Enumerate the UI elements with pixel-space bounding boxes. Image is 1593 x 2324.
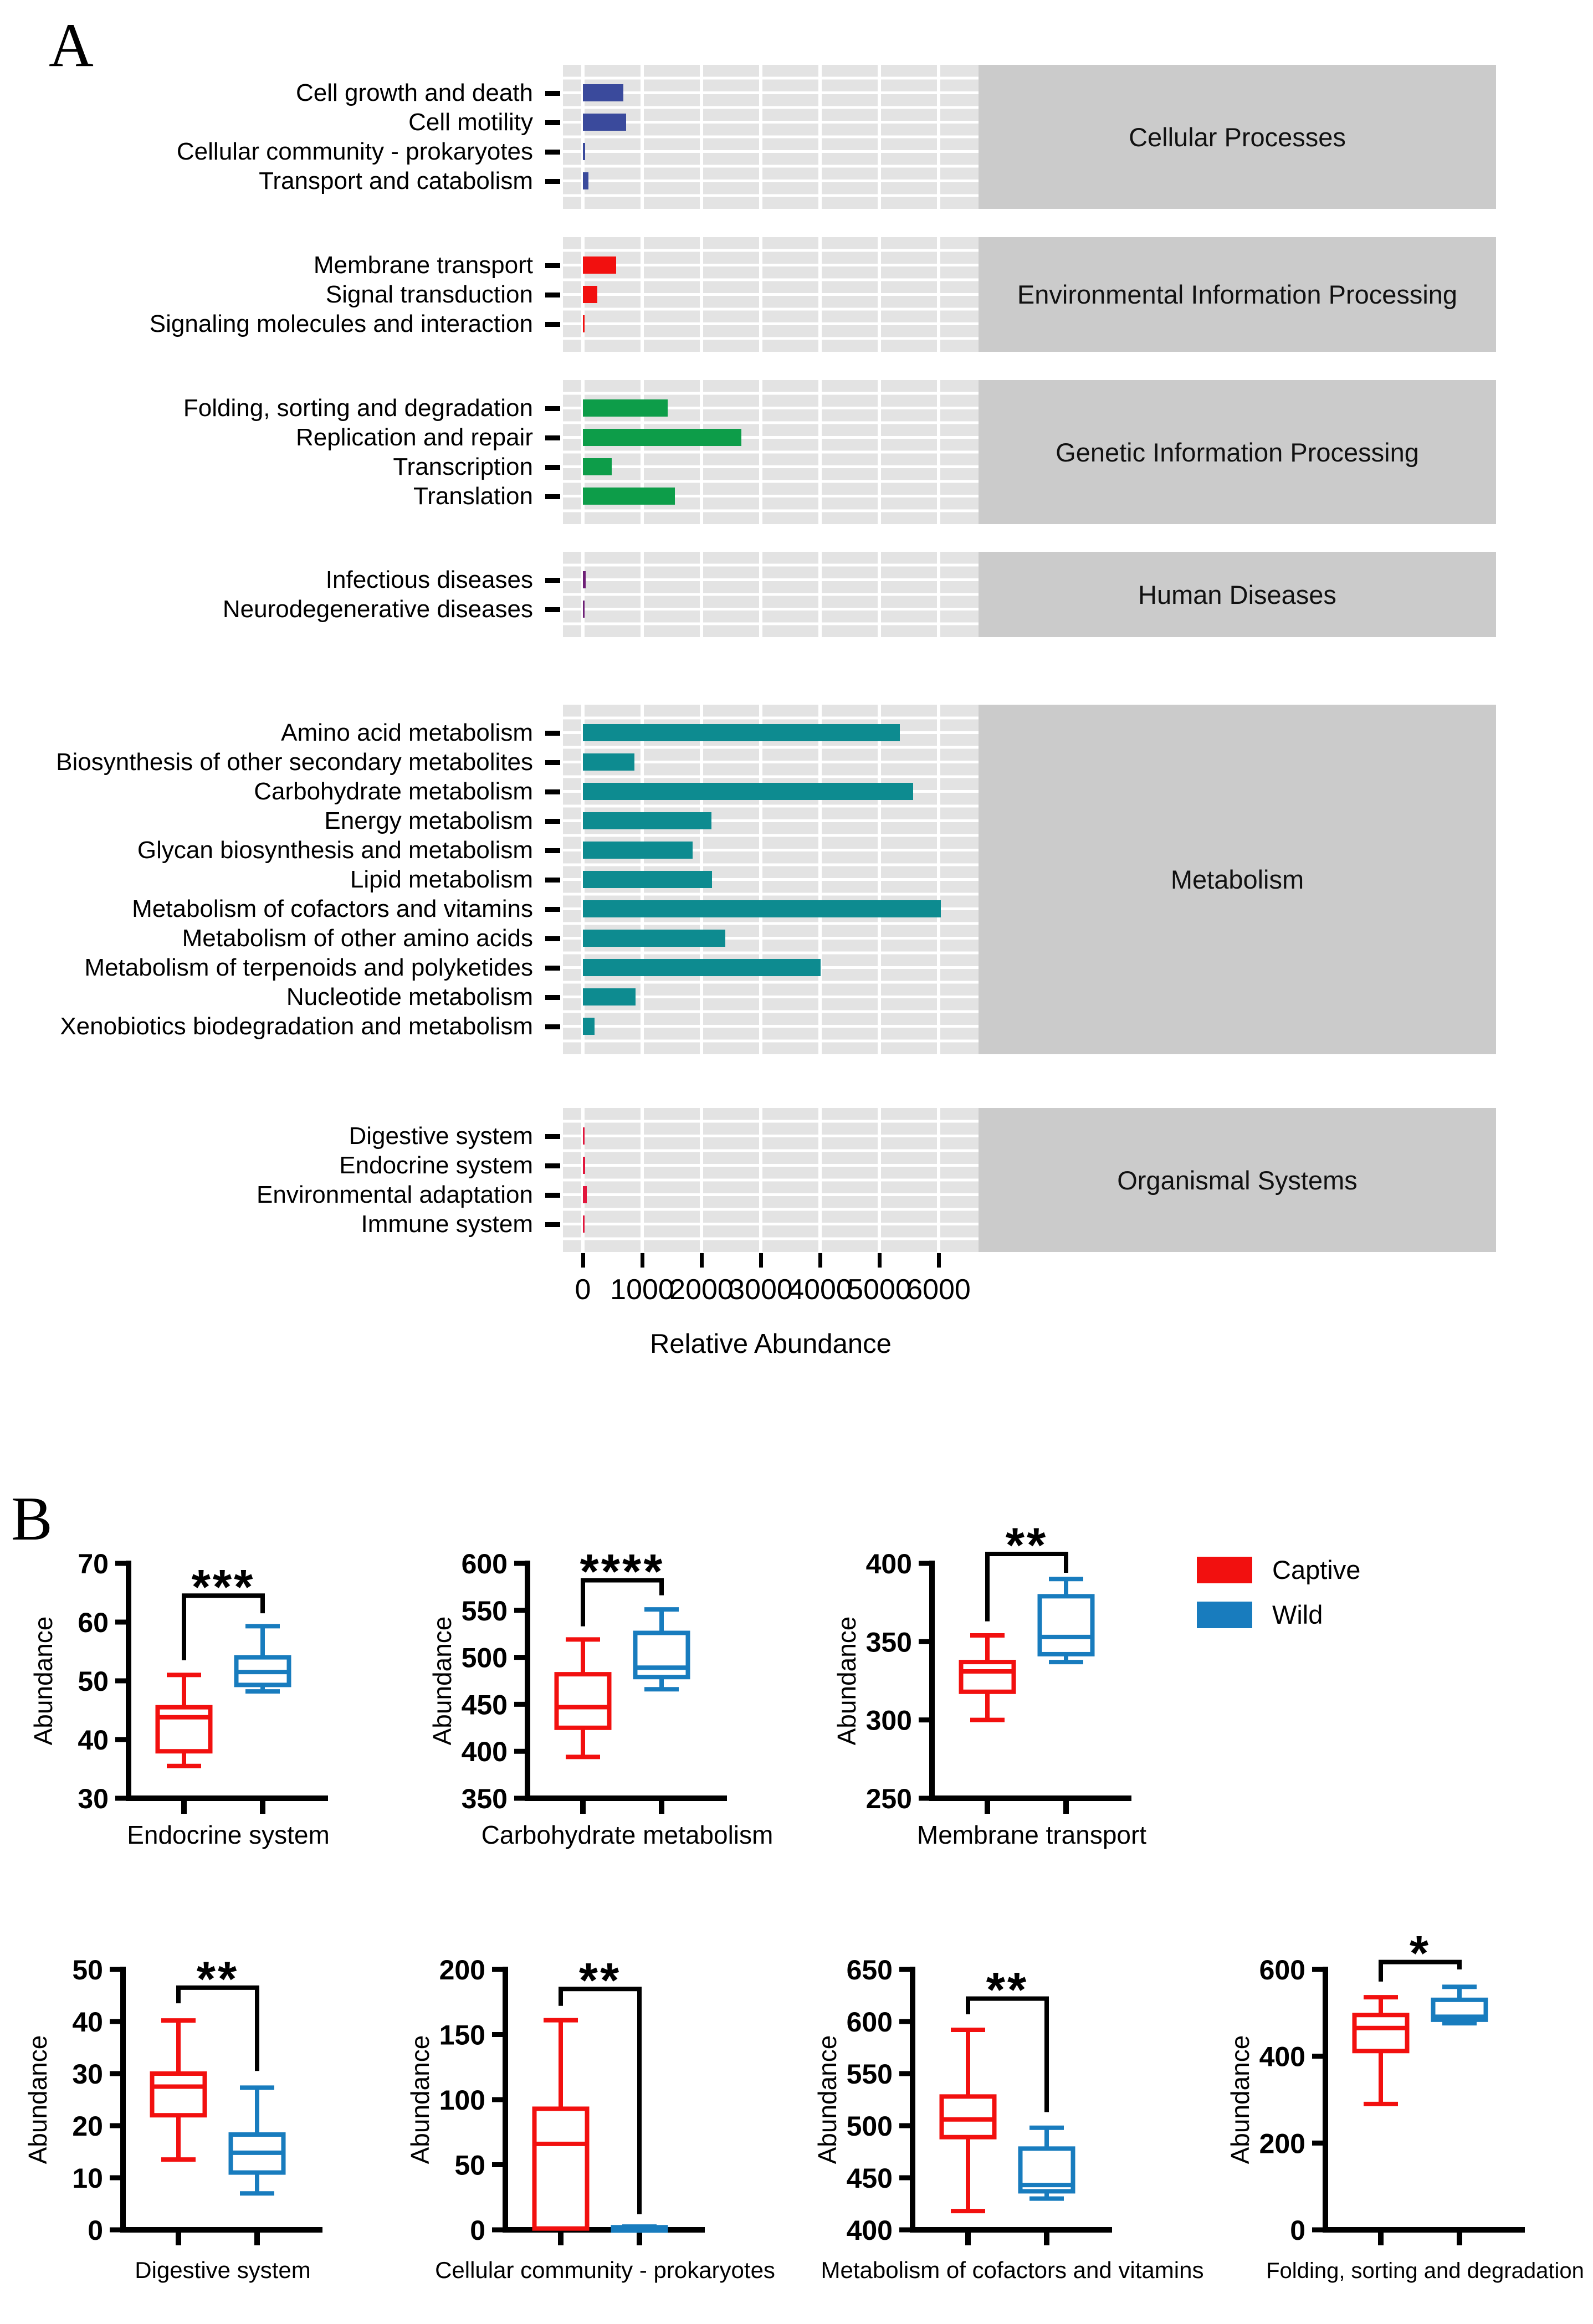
boxplot-carbohydrate-metabolism [421, 1523, 776, 1878]
row-label: Metabolism of other amino acids [182, 925, 533, 952]
box-wild [1021, 2128, 1073, 2199]
boxplot-membrane-transport [826, 1517, 1180, 1878]
iqr-box [961, 1662, 1014, 1692]
y-tick-label: 350 [865, 1627, 912, 1658]
y-tick-label: 400 [461, 1736, 508, 1768]
boxplot-digestive-system [17, 1922, 377, 2310]
y-tick-label: 400 [1259, 2041, 1305, 2072]
y-axis-title: Abundance [406, 2035, 434, 2164]
category-label: Cellular Processes [1129, 122, 1346, 152]
boxplot-svg [399, 1922, 775, 2310]
x-axis-tick-label: 3000 [729, 1274, 793, 1306]
iqr-box [1040, 1596, 1093, 1654]
row-label: Folding, sorting and degradation [183, 394, 533, 422]
box-wild [613, 2226, 666, 2230]
iqr-box [535, 2108, 587, 2228]
box-captive [1355, 1997, 1407, 2104]
chart-title: Metabolism of cofactors and vitamins [821, 2257, 1204, 2283]
y-tick-label: 50 [454, 2149, 485, 2181]
y-tick-label: 40 [78, 1725, 109, 1756]
chart-title: Endocrine system [127, 1820, 330, 1849]
row-label: Infectious diseases [325, 566, 533, 593]
row-label: Biosynthesis of other secondary metabolites [56, 748, 533, 776]
iqr-box [158, 1707, 211, 1752]
y-tick-label: 100 [439, 2085, 485, 2116]
chart-title: Cellular community - prokaryotes [435, 2257, 775, 2283]
y-tick-label: 200 [439, 1954, 485, 1986]
y-tick-label: 10 [72, 2163, 103, 2194]
box-wild [237, 1626, 289, 1691]
category-label: Environmental Information Processing [1017, 280, 1458, 309]
chart-title: Carbohydrate metabolism [481, 1820, 774, 1849]
row-label: Signaling molecules and interaction [149, 310, 533, 337]
category-label: Genetic Information Processing [1056, 437, 1419, 467]
y-axis-title: Abundance [1226, 2035, 1254, 2164]
y-tick-label: 550 [846, 2059, 893, 2090]
y-tick-label: 30 [72, 2059, 103, 2090]
row-label: Digestive system [349, 1122, 533, 1150]
boxplot-svg [806, 1922, 1204, 2310]
legend-item-wild [1197, 1599, 1360, 1630]
row-label: Energy metabolism [324, 807, 533, 834]
y-tick-label: 40 [72, 2007, 103, 2038]
y-tick-label: 600 [846, 2007, 893, 2038]
row-label: Neurodegenerative diseases [222, 596, 533, 623]
y-axis-title: Abundance [428, 1616, 457, 1746]
box-wild [231, 2087, 284, 2193]
y-tick-label: 450 [461, 1689, 508, 1721]
y-tick-label: 300 [865, 1705, 912, 1736]
iqr-box [1355, 2015, 1407, 2051]
box-wild [1433, 1987, 1486, 2023]
x-axis-tick-label: 0 [575, 1274, 591, 1306]
row-label: Environmental adaptation [257, 1181, 533, 1208]
sig-stars: ** [986, 1962, 1029, 2017]
row-label: Lipid metabolism [350, 866, 533, 893]
legend-item-captive [1197, 1555, 1360, 1585]
y-tick-label: 70 [78, 1548, 109, 1579]
boxplot-endocrine-system [22, 1523, 377, 1878]
boxplot-svg [826, 1517, 1180, 1878]
y-tick-label: 550 [461, 1595, 508, 1627]
row-label: Translation [413, 483, 533, 510]
y-tick-label: 200 [1259, 2128, 1305, 2159]
boxplot-svg [22, 1523, 377, 1878]
row-label: Carbohydrate metabolism [254, 778, 533, 805]
y-tick-label: 20 [72, 2111, 103, 2142]
row-label: Signal transduction [325, 281, 533, 308]
y-tick-label: 30 [78, 1783, 109, 1814]
sig-stars: ** [578, 1952, 622, 2008]
iqr-box [152, 2074, 205, 2115]
boxplot-svg [17, 1922, 377, 2310]
box-captive [158, 1675, 211, 1766]
y-tick-label: 50 [78, 1666, 109, 1697]
sig-stars: ** [1005, 1517, 1048, 1573]
category-label: Human Diseases [1138, 579, 1336, 609]
row-label: Endocrine system [339, 1152, 533, 1179]
y-tick-label: 450 [846, 2163, 893, 2194]
boxplot-svg [421, 1523, 776, 1878]
y-tick-label: 0 [470, 2215, 485, 2246]
x-axis-tick-label: 2000 [669, 1274, 734, 1306]
category-label: Metabolism [1170, 865, 1304, 894]
y-tick-label: 400 [846, 2215, 893, 2246]
x-axis-tick-label: 6000 [906, 1274, 971, 1306]
box-captive [152, 2020, 205, 2159]
row-label: Transcription [393, 453, 533, 480]
row-label: Amino acid metabolism [281, 719, 533, 746]
box-captive [535, 2020, 587, 2229]
y-tick-label: 350 [461, 1783, 508, 1814]
y-tick-label: 500 [846, 2111, 893, 2142]
y-tick-label: 0 [1290, 2215, 1305, 2246]
x-axis-tick-label: 1000 [610, 1274, 674, 1306]
row-label: Cell growth and death [295, 79, 533, 106]
sig-stars: *** [191, 1559, 255, 1614]
sig-stars: **** [580, 1543, 665, 1599]
boxplot-cellular-community-prokaryotes [399, 1922, 775, 2310]
y-axis-title: Abundance [813, 2035, 842, 2164]
wild-color-swatch [1197, 1602, 1252, 1628]
boxplot-svg [1219, 1922, 1584, 2310]
y-tick-label: 0 [88, 2215, 103, 2246]
chart-title: Digestive system [135, 2257, 311, 2283]
y-axis-title: Abundance [29, 1616, 58, 1746]
box-wild [1040, 1579, 1093, 1662]
y-tick-label: 650 [846, 1954, 893, 1986]
row-label: Glycan biosynthesis and metabolism [137, 837, 533, 864]
box-captive [557, 1639, 609, 1757]
captive-color-swatch [1197, 1557, 1252, 1583]
row-label: Xenobiotics biodegradation and metabolism [60, 1013, 533, 1040]
y-tick-label: 60 [78, 1607, 109, 1638]
row-label: Membrane transport [313, 252, 533, 279]
iqr-box [636, 1633, 688, 1677]
sig-stars: ** [196, 1951, 239, 2006]
row-label: Cell motility [408, 109, 533, 136]
boxplot-folding-sorting-and-degradation [1219, 1922, 1584, 2310]
row-label: Nucleotide metabolism [286, 983, 533, 1010]
row-label: Replication and repair [295, 424, 533, 451]
row-label: Immune system [361, 1210, 533, 1238]
sig-stars: * [1409, 1925, 1431, 1981]
iqr-box [942, 2096, 995, 2137]
row-label: Metabolism of terpenoids and polyketides [84, 954, 533, 981]
x-axis-tick-label: 5000 [847, 1274, 911, 1306]
y-axis-title: Abundance [832, 1616, 861, 1746]
boxplot-metabolism-of-cofactors-and-vitamins [806, 1922, 1204, 2310]
legend-label-wild: Wild [1272, 1600, 1323, 1629]
chart-title: Membrane transport [916, 1820, 1147, 1849]
y-tick-label: 400 [865, 1548, 912, 1579]
y-tick-label: 600 [1259, 1954, 1305, 1986]
row-label: Transport and catabolism [259, 167, 533, 194]
box-captive [942, 2030, 995, 2211]
panel-a-label: A [49, 11, 94, 80]
legend-label-captive: Captive [1272, 1555, 1361, 1584]
panel-b-label: B [11, 1485, 53, 1553]
chart-title: Folding, sorting and degradation [1266, 2259, 1584, 2283]
row-label: Metabolism of cofactors and vitamins [132, 895, 533, 922]
y-tick-label: 500 [461, 1642, 508, 1674]
row-label: Cellular community - prokaryotes [176, 138, 533, 165]
y-tick-label: 600 [461, 1548, 508, 1579]
box-wild [636, 1609, 688, 1689]
y-tick-label: 250 [865, 1783, 912, 1814]
category-label: Organismal Systems [1117, 1165, 1358, 1195]
iqr-box [557, 1674, 609, 1728]
legend [1197, 1555, 1360, 1644]
x-axis-title: Relative Abundance [650, 1329, 892, 1359]
y-tick-label: 150 [439, 2019, 485, 2051]
x-axis-tick-label: 4000 [788, 1274, 852, 1306]
box-captive [961, 1635, 1014, 1720]
y-axis-title: Abundance [23, 2035, 52, 2164]
y-tick-label: 50 [72, 1954, 103, 1986]
